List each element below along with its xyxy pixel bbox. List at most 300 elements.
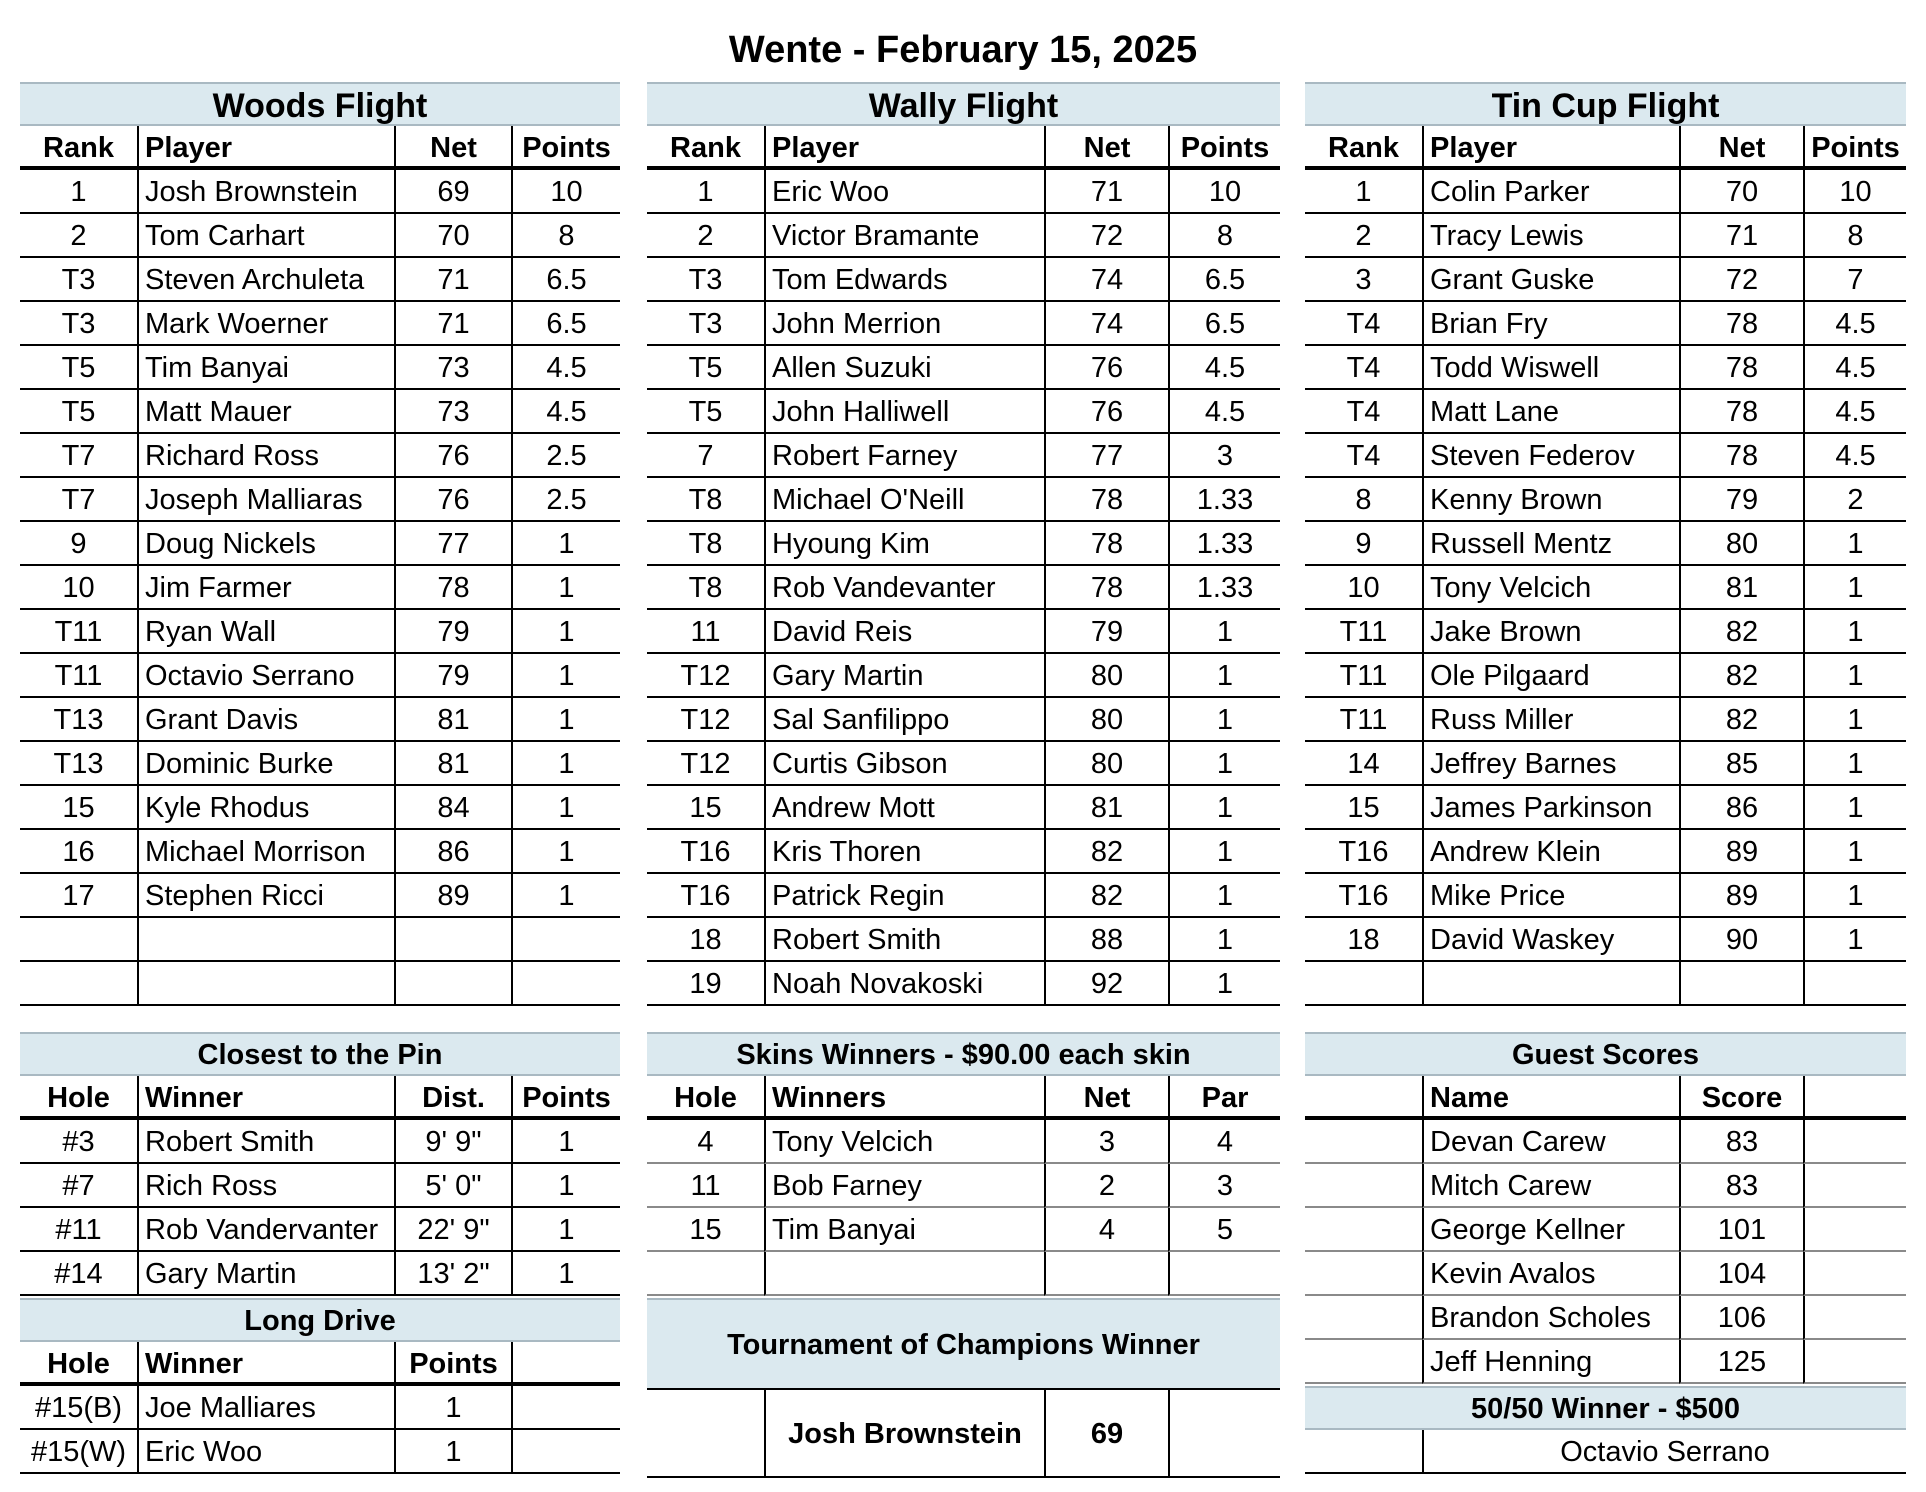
guest-row-cell: 83 — [1679, 1164, 1803, 1208]
woods-row-cell: T13 — [20, 742, 137, 786]
tincup-row-cell: 7 — [1803, 258, 1906, 302]
wally-row-cell: Robert Farney — [764, 434, 1044, 478]
wally-row-cell: Hyoung Kim — [764, 522, 1044, 566]
tincup-row-cell: Tracy Lewis — [1422, 214, 1679, 258]
tincup-row-cell: 1 — [1803, 742, 1906, 786]
tincup-row-cell: 1 — [1803, 698, 1906, 742]
woods-row-cell: Richard Ross — [137, 434, 394, 478]
woods-row-cell: 79 — [394, 654, 511, 698]
wally-row-cell: 80 — [1044, 654, 1168, 698]
wally-row-cell: T8 — [647, 478, 764, 522]
woods-row-cell: Doug Nickels — [137, 522, 394, 566]
longdrive-row-cell: 1 — [394, 1430, 511, 1474]
woods-row-cell: Dominic Burke — [137, 742, 394, 786]
tincup-row-cell: 78 — [1679, 302, 1803, 346]
guest-row-cell — [1305, 1296, 1422, 1340]
wally-row-cell: 1 — [1168, 962, 1280, 1006]
skins-row-cell: 15 — [647, 1208, 764, 1252]
woods-row-cell: 81 — [394, 742, 511, 786]
skins-header-cell: Par — [1168, 1076, 1280, 1120]
tincup-flight-grid — [1305, 126, 1906, 1006]
wally-row-cell: T5 — [647, 346, 764, 390]
wally-row-cell: 77 — [1044, 434, 1168, 478]
longdrive-header-cell: Hole — [20, 1342, 137, 1386]
tincup-header-cell: Rank — [1305, 126, 1422, 170]
tincup-row-cell — [1305, 962, 1422, 1006]
wally-row-cell: John Halliwell — [764, 390, 1044, 434]
wally-flight-table — [647, 82, 1280, 1006]
woods-row-cell: 1 — [511, 698, 620, 742]
skins-row-cell — [764, 1252, 1044, 1296]
fifty-fifty-empty-cell — [1305, 1430, 1422, 1474]
tincup-flight-table — [1305, 82, 1906, 1006]
guest-row-cell: Devan Carew — [1422, 1120, 1679, 1164]
skins-row-cell: 3 — [1168, 1164, 1280, 1208]
wally-row-cell: 2 — [647, 214, 764, 258]
woods-row-cell: 76 — [394, 434, 511, 478]
guest-row-cell — [1803, 1340, 1906, 1384]
woods-row-cell: 2.5 — [511, 434, 620, 478]
tincup-row-cell: Russell Mentz — [1422, 522, 1679, 566]
longdrive-row-cell: #15(W) — [20, 1430, 137, 1474]
tincup-row-cell: 81 — [1679, 566, 1803, 610]
tincup-row-cell: 3 — [1305, 258, 1422, 302]
guest-row-cell — [1305, 1340, 1422, 1384]
tincup-row-cell: 4.5 — [1803, 434, 1906, 478]
skins-row-cell: 3 — [1044, 1120, 1168, 1164]
wally-row-cell: 1 — [1168, 918, 1280, 962]
wally-row-cell: John Merrion — [764, 302, 1044, 346]
woods-row-cell: 1 — [511, 830, 620, 874]
tincup-row-cell: 86 — [1679, 786, 1803, 830]
long-drive-grid — [20, 1342, 620, 1474]
wally-row-cell: 18 — [647, 918, 764, 962]
woods-flight-table — [20, 82, 620, 1006]
guest-row-cell: Brandon Scholes — [1422, 1296, 1679, 1340]
skins-row-cell — [1168, 1252, 1280, 1296]
guest-row-cell — [1305, 1252, 1422, 1296]
skins-row-cell: 2 — [1044, 1164, 1168, 1208]
tincup-row-cell: Brian Fry — [1422, 302, 1679, 346]
woods-row-cell: 89 — [394, 874, 511, 918]
wally-row-cell: Michael O'Neill — [764, 478, 1044, 522]
wally-row-cell: Andrew Mott — [764, 786, 1044, 830]
wally-row-cell: 1.33 — [1168, 566, 1280, 610]
wally-row-cell: Tom Edwards — [764, 258, 1044, 302]
woods-row-cell — [20, 918, 137, 962]
woods-row-cell: 17 — [20, 874, 137, 918]
long-drive-table — [20, 1298, 620, 1474]
guest-scores-grid — [1305, 1076, 1906, 1384]
woods-row-cell: 1 — [511, 786, 620, 830]
tincup-row-cell: 8 — [1803, 214, 1906, 258]
woods-header-cell: Points — [511, 126, 620, 170]
wally-row-cell: 76 — [1044, 346, 1168, 390]
wally-row-cell: 4.5 — [1168, 390, 1280, 434]
toc-empty-cell — [1168, 1390, 1280, 1478]
wally-row-cell: 8 — [1168, 214, 1280, 258]
tincup-row-cell — [1422, 962, 1679, 1006]
skins-row-cell: Bob Farney — [764, 1164, 1044, 1208]
guest-row-cell: George Kellner — [1422, 1208, 1679, 1252]
tincup-row-cell: Matt Lane — [1422, 390, 1679, 434]
woods-row-cell — [394, 962, 511, 1006]
wally-row-cell: David Reis — [764, 610, 1044, 654]
woods-row-cell: 1 — [511, 522, 620, 566]
woods-row-cell: T7 — [20, 434, 137, 478]
tincup-row-cell: 18 — [1305, 918, 1422, 962]
wally-row-cell: 74 — [1044, 258, 1168, 302]
ctp-row-cell: #7 — [20, 1164, 137, 1208]
skins-row-cell: 4 — [1168, 1120, 1280, 1164]
woods-row-cell: T11 — [20, 654, 137, 698]
ctp-row-cell: Rob Vandervanter — [137, 1208, 394, 1252]
skins-header-cell: Hole — [647, 1076, 764, 1120]
woods-row-cell: T5 — [20, 390, 137, 434]
woods-row-cell: 15 — [20, 786, 137, 830]
guest-row-cell — [1803, 1296, 1906, 1340]
skins-row-cell: 4 — [1044, 1208, 1168, 1252]
woods-row-cell: 1 — [511, 742, 620, 786]
tincup-row-cell: T4 — [1305, 302, 1422, 346]
wally-flight-title: Wally Flight — [647, 82, 1280, 126]
woods-row-cell: 8 — [511, 214, 620, 258]
tincup-row-cell: 82 — [1679, 610, 1803, 654]
woods-row-cell — [394, 918, 511, 962]
tincup-row-cell: 1 — [1803, 874, 1906, 918]
guest-row-cell: 101 — [1679, 1208, 1803, 1252]
woods-row-cell: 6.5 — [511, 302, 620, 346]
woods-row-cell: Mark Woerner — [137, 302, 394, 346]
wally-row-cell: T12 — [647, 654, 764, 698]
tincup-row-cell: 10 — [1803, 170, 1906, 214]
woods-row-cell: Jim Farmer — [137, 566, 394, 610]
woods-row-cell: 73 — [394, 390, 511, 434]
woods-row-cell: T7 — [20, 478, 137, 522]
wally-header-cell: Points — [1168, 126, 1280, 170]
guest-row-cell: Mitch Carew — [1422, 1164, 1679, 1208]
longdrive-row-cell — [511, 1430, 620, 1474]
tincup-row-cell: 4.5 — [1803, 390, 1906, 434]
tincup-row-cell: 80 — [1679, 522, 1803, 566]
tincup-row-cell: 1 — [1803, 522, 1906, 566]
woods-row-cell: 71 — [394, 258, 511, 302]
tincup-row-cell: 89 — [1679, 874, 1803, 918]
guest-row-cell: 125 — [1679, 1340, 1803, 1384]
ctp-row-cell: 1 — [511, 1252, 620, 1296]
ctp-header-cell: Winner — [137, 1076, 394, 1120]
skins-row-cell: 11 — [647, 1164, 764, 1208]
ctp-row-cell: 13' 2" — [394, 1252, 511, 1296]
wally-row-cell: 1 — [1168, 698, 1280, 742]
wally-row-cell: 1 — [1168, 830, 1280, 874]
wally-row-cell: Eric Woo — [764, 170, 1044, 214]
skins-row-cell: Tim Banyai — [764, 1208, 1044, 1252]
tincup-row-cell: T4 — [1305, 390, 1422, 434]
longdrive-row-cell: Joe Malliares — [137, 1386, 394, 1430]
wally-flight-grid — [647, 126, 1280, 1006]
tincup-row-cell: Grant Guske — [1422, 258, 1679, 302]
toc-grid — [647, 1388, 1280, 1478]
wally-row-cell: 80 — [1044, 698, 1168, 742]
wally-row-cell: 81 — [1044, 786, 1168, 830]
wally-row-cell: 74 — [1044, 302, 1168, 346]
fifty-fifty-grid — [1305, 1430, 1906, 1474]
wally-row-cell: 82 — [1044, 830, 1168, 874]
wally-row-cell: 10 — [1168, 170, 1280, 214]
skins-row-cell: 5 — [1168, 1208, 1280, 1252]
woods-header-cell: Rank — [20, 126, 137, 170]
wally-row-cell: Robert Smith — [764, 918, 1044, 962]
skins-title: Skins Winners - $90.00 each skin — [647, 1032, 1280, 1076]
guest-header-cell — [1305, 1076, 1422, 1120]
guest-row-cell — [1305, 1164, 1422, 1208]
tincup-row-cell: Colin Parker — [1422, 170, 1679, 214]
wally-row-cell: 11 — [647, 610, 764, 654]
wally-row-cell: Noah Novakoski — [764, 962, 1044, 1006]
guest-row-cell: 106 — [1679, 1296, 1803, 1340]
wally-row-cell: Gary Martin — [764, 654, 1044, 698]
tincup-row-cell: 9 — [1305, 522, 1422, 566]
tincup-row-cell: T4 — [1305, 346, 1422, 390]
tincup-header-cell: Net — [1679, 126, 1803, 170]
wally-row-cell: 1.33 — [1168, 522, 1280, 566]
woods-row-cell: 1 — [511, 566, 620, 610]
longdrive-header-cell: Winner — [137, 1342, 394, 1386]
guest-scores-title: Guest Scores — [1305, 1032, 1906, 1076]
wally-row-cell: 1 — [1168, 610, 1280, 654]
woods-row-cell: Ryan Wall — [137, 610, 394, 654]
tincup-row-cell: 4.5 — [1803, 346, 1906, 390]
closest-to-pin-grid — [20, 1076, 620, 1296]
guest-row-cell — [1803, 1164, 1906, 1208]
closest-to-pin-title: Closest to the Pin — [20, 1032, 620, 1076]
guest-row-cell: Jeff Henning — [1422, 1340, 1679, 1384]
woods-row-cell: Tim Banyai — [137, 346, 394, 390]
guest-header-cell: Name — [1422, 1076, 1679, 1120]
wally-row-cell: 1 — [1168, 874, 1280, 918]
wally-row-cell: 76 — [1044, 390, 1168, 434]
tincup-header-cell: Points — [1803, 126, 1906, 170]
ctp-row-cell: 5' 0" — [394, 1164, 511, 1208]
woods-row-cell: 2 — [20, 214, 137, 258]
woods-row-cell: 1 — [511, 610, 620, 654]
woods-row-cell: 78 — [394, 566, 511, 610]
wally-row-cell: 15 — [647, 786, 764, 830]
tincup-row-cell: 78 — [1679, 346, 1803, 390]
wally-row-cell: 1.33 — [1168, 478, 1280, 522]
woods-row-cell: 1 — [511, 654, 620, 698]
tincup-row-cell: Steven Federov — [1422, 434, 1679, 478]
ctp-header-cell: Hole — [20, 1076, 137, 1120]
fifty-fifty-winner: Octavio Serrano — [1422, 1430, 1906, 1474]
woods-row-cell: 9 — [20, 522, 137, 566]
tincup-row-cell: 2 — [1803, 478, 1906, 522]
longdrive-row-cell: #15(B) — [20, 1386, 137, 1430]
wally-row-cell: T5 — [647, 390, 764, 434]
woods-row-cell: 81 — [394, 698, 511, 742]
tournament-of-champions — [647, 1298, 1280, 1478]
toc-winner: Josh Brownstein — [764, 1390, 1044, 1478]
ctp-header-cell: Dist. — [394, 1076, 511, 1120]
wally-row-cell: Allen Suzuki — [764, 346, 1044, 390]
woods-row-cell: 79 — [394, 610, 511, 654]
toc-empty-cell — [647, 1390, 764, 1478]
tincup-row-cell: 78 — [1679, 434, 1803, 478]
wally-row-cell: 1 — [647, 170, 764, 214]
guest-row-cell — [1803, 1208, 1906, 1252]
guest-row-cell — [1305, 1208, 1422, 1252]
tincup-row-cell: 14 — [1305, 742, 1422, 786]
guest-row-cell: Kevin Avalos — [1422, 1252, 1679, 1296]
ctp-row-cell: 9' 9" — [394, 1120, 511, 1164]
ctp-row-cell: 1 — [511, 1208, 620, 1252]
skins-header-cell: Net — [1044, 1076, 1168, 1120]
woods-row-cell — [137, 918, 394, 962]
wally-row-cell: T12 — [647, 698, 764, 742]
tincup-row-cell: Russ Miller — [1422, 698, 1679, 742]
wally-row-cell: T3 — [647, 258, 764, 302]
tincup-row-cell: Todd Wiswell — [1422, 346, 1679, 390]
woods-row-cell: 10 — [20, 566, 137, 610]
wally-row-cell: 6.5 — [1168, 258, 1280, 302]
tincup-row-cell: 1 — [1803, 610, 1906, 654]
woods-row-cell: 76 — [394, 478, 511, 522]
tincup-row-cell: 1 — [1803, 654, 1906, 698]
wally-row-cell: Rob Vandevanter — [764, 566, 1044, 610]
woods-row-cell: Michael Morrison — [137, 830, 394, 874]
woods-row-cell: 4.5 — [511, 346, 620, 390]
woods-row-cell: Stephen Ricci — [137, 874, 394, 918]
wally-row-cell: Kris Thoren — [764, 830, 1044, 874]
tincup-flight-title: Tin Cup Flight — [1305, 82, 1906, 126]
longdrive-header-cell: Points — [394, 1342, 511, 1386]
tincup-row-cell: Tony Velcich — [1422, 566, 1679, 610]
tincup-row-cell: Jeffrey Barnes — [1422, 742, 1679, 786]
wally-row-cell: Sal Sanfilippo — [764, 698, 1044, 742]
wally-row-cell: Curtis Gibson — [764, 742, 1044, 786]
tincup-row-cell: Kenny Brown — [1422, 478, 1679, 522]
tincup-row-cell: T16 — [1305, 830, 1422, 874]
woods-row-cell: Kyle Rhodus — [137, 786, 394, 830]
woods-row-cell — [511, 918, 620, 962]
tincup-row-cell: T11 — [1305, 654, 1422, 698]
woods-row-cell: Octavio Serrano — [137, 654, 394, 698]
skins-row-cell — [647, 1252, 764, 1296]
woods-header-cell: Player — [137, 126, 394, 170]
tincup-row-cell — [1803, 962, 1906, 1006]
tincup-row-cell: 1 — [1305, 170, 1422, 214]
tincup-row-cell: 70 — [1679, 170, 1803, 214]
woods-row-cell: 86 — [394, 830, 511, 874]
tincup-row-cell: 4.5 — [1803, 302, 1906, 346]
guest-header-cell — [1803, 1076, 1906, 1120]
wally-row-cell: T3 — [647, 302, 764, 346]
wally-header-cell: Rank — [647, 126, 764, 170]
skins-row-cell: 4 — [647, 1120, 764, 1164]
tincup-row-cell: Andrew Klein — [1422, 830, 1679, 874]
guest-row-cell: 104 — [1679, 1252, 1803, 1296]
wally-header-cell: Player — [764, 126, 1044, 170]
ctp-row-cell: #3 — [20, 1120, 137, 1164]
woods-row-cell: 2.5 — [511, 478, 620, 522]
ctp-header-cell: Points — [511, 1076, 620, 1120]
woods-row-cell: 71 — [394, 302, 511, 346]
fifty-fifty — [1305, 1386, 1906, 1474]
wally-row-cell: 7 — [647, 434, 764, 478]
wally-row-cell: 3 — [1168, 434, 1280, 478]
woods-header-cell: Net — [394, 126, 511, 170]
wally-row-cell: 80 — [1044, 742, 1168, 786]
wally-row-cell: 1 — [1168, 654, 1280, 698]
ctp-row-cell: 1 — [511, 1120, 620, 1164]
tincup-row-cell: 1 — [1803, 566, 1906, 610]
woods-row-cell: Tom Carhart — [137, 214, 394, 258]
tincup-row-cell — [1679, 962, 1803, 1006]
ctp-row-cell: Rich Ross — [137, 1164, 394, 1208]
woods-row-cell: T3 — [20, 302, 137, 346]
tincup-row-cell: 10 — [1305, 566, 1422, 610]
wally-row-cell: 79 — [1044, 610, 1168, 654]
wally-row-cell: 78 — [1044, 566, 1168, 610]
wally-row-cell: 78 — [1044, 522, 1168, 566]
woods-row-cell: 1 — [20, 170, 137, 214]
woods-row-cell: 69 — [394, 170, 511, 214]
guest-scores-table — [1305, 1032, 1906, 1384]
tincup-row-cell: T11 — [1305, 610, 1422, 654]
woods-row-cell: Steven Archuleta — [137, 258, 394, 302]
tincup-row-cell: Jake Brown — [1422, 610, 1679, 654]
wally-row-cell: Victor Bramante — [764, 214, 1044, 258]
toc-score: 69 — [1044, 1390, 1168, 1478]
wally-row-cell: 1 — [1168, 742, 1280, 786]
woods-row-cell: 70 — [394, 214, 511, 258]
wally-row-cell: 1 — [1168, 786, 1280, 830]
woods-row-cell: T11 — [20, 610, 137, 654]
ctp-row-cell: Gary Martin — [137, 1252, 394, 1296]
wally-row-cell: T8 — [647, 522, 764, 566]
tincup-row-cell: 71 — [1679, 214, 1803, 258]
tincup-row-cell: T16 — [1305, 874, 1422, 918]
wally-row-cell: Patrick Regin — [764, 874, 1044, 918]
page-title: Wente - February 15, 2025 — [728, 29, 1198, 71]
tincup-row-cell: 78 — [1679, 390, 1803, 434]
woods-row-cell: T5 — [20, 346, 137, 390]
ctp-row-cell: #14 — [20, 1252, 137, 1296]
tincup-row-cell: T11 — [1305, 698, 1422, 742]
wally-row-cell: 82 — [1044, 874, 1168, 918]
woods-row-cell: Matt Mauer — [137, 390, 394, 434]
woods-flight-title: Woods Flight — [20, 82, 620, 126]
tincup-row-cell: 1 — [1803, 918, 1906, 962]
guest-row-cell — [1305, 1120, 1422, 1164]
woods-row-cell — [137, 962, 394, 1006]
toc-title: Tournament of Champions Winner — [647, 1298, 1280, 1388]
tincup-row-cell: 1 — [1803, 786, 1906, 830]
woods-row-cell — [20, 962, 137, 1006]
tincup-row-cell: 85 — [1679, 742, 1803, 786]
wally-row-cell: 78 — [1044, 478, 1168, 522]
wally-row-cell: T12 — [647, 742, 764, 786]
tincup-row-cell: James Parkinson — [1422, 786, 1679, 830]
fifty-fifty-title: 50/50 Winner - $500 — [1305, 1386, 1906, 1430]
wally-row-cell: T16 — [647, 830, 764, 874]
longdrive-row-cell: 1 — [394, 1386, 511, 1430]
tincup-row-cell: 1 — [1803, 830, 1906, 874]
long-drive-title: Long Drive — [20, 1298, 620, 1342]
skins-header-cell: Winners — [764, 1076, 1044, 1120]
wally-row-cell: 4.5 — [1168, 346, 1280, 390]
